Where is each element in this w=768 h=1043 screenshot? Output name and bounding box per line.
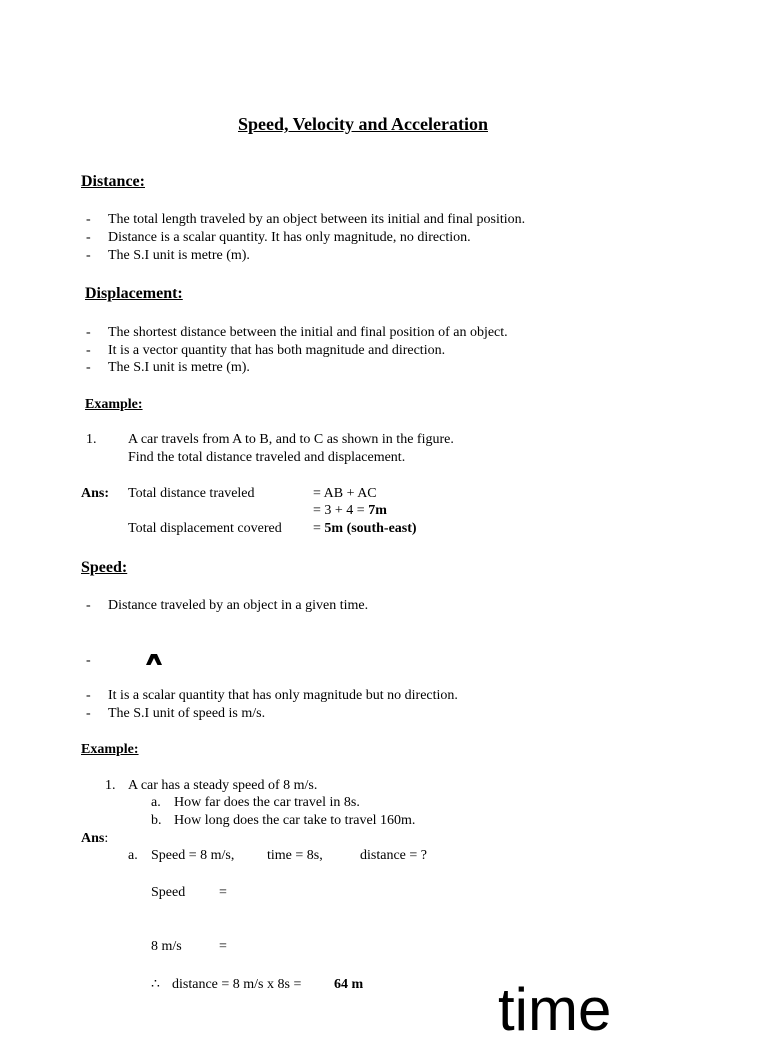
- example1-ans-label: Ans:: [81, 486, 110, 501]
- ans-colon: :: [104, 831, 109, 846]
- example2-question: A car has a steady speed of 8 m/s.: [128, 778, 318, 793]
- example1-row1-label: Total distance traveled: [128, 486, 255, 501]
- list-item: The S.I unit is metre (m).: [108, 248, 250, 263]
- example1-heading: Example:: [85, 397, 143, 412]
- distance-heading: Distance:: [81, 173, 145, 190]
- page-title: Speed, Velocity and Acceleration: [238, 114, 488, 134]
- example1-row3-label: Total displacement covered: [128, 521, 282, 536]
- speed-word: Speed: [151, 885, 186, 900]
- example1-row2-value: [313, 503, 387, 519]
- list-item: Distance is a scalar quantity. It has only magnitude, no direction.: [108, 230, 471, 245]
- ans-word: Ans: [81, 831, 105, 846]
- list-bullet: -: [86, 653, 91, 668]
- result-text: distance = 8 m/s x 8s =: [172, 977, 302, 992]
- row2-prefix: = 3 + 4 =: [313, 503, 369, 518]
- list-bullet: -: [86, 688, 91, 703]
- given-distance: distance = ?: [360, 848, 427, 863]
- list-bullet: -: [86, 248, 91, 263]
- therefore-symbol: ∴: [151, 977, 160, 992]
- displacement-heading: Displacement:: [85, 285, 183, 302]
- row3-prefix: =: [313, 521, 325, 536]
- list-item: Distance traveled by an object in a given time.: [108, 598, 369, 613]
- overflow-word: time: [498, 976, 612, 1043]
- sub-a-label: a.: [151, 795, 161, 810]
- speed-heading: Speed:: [81, 559, 128, 576]
- example2-number: 1.: [105, 778, 116, 793]
- list-item: The shortest distance between the initial and final position of an object.: [108, 325, 508, 340]
- equals-sign: =: [219, 885, 227, 900]
- formula-glyph-icon: [145, 653, 163, 666]
- speed-value: 8 m/s: [151, 939, 182, 954]
- result-value: 64 m: [334, 977, 364, 992]
- sub-a-text: How far does the car travel in 8s.: [174, 795, 360, 810]
- list-bullet: -: [86, 598, 91, 613]
- list-bullet: -: [86, 325, 91, 340]
- list-bullet: -: [86, 212, 91, 227]
- example1-row1-value: = AB + AC: [313, 486, 377, 501]
- sub-b-text: How long does the car take to travel 160m.: [174, 813, 416, 828]
- example1-number: 1.: [86, 432, 97, 447]
- list-item: The total length traveled by an object between its initial and final position.: [108, 212, 526, 227]
- given-time: time = 8s,: [267, 848, 323, 863]
- list-item: The S.I unit of speed is m/s.: [108, 706, 266, 721]
- list-item: It is a scalar quantity that has only magnitude but no direction.: [108, 688, 458, 703]
- formula-image: [145, 653, 163, 671]
- list-bullet: -: [86, 230, 91, 245]
- equals-sign: =: [219, 939, 227, 954]
- example2-heading: Example:: [81, 742, 139, 757]
- list-item: The S.I unit is metre (m).: [108, 360, 250, 375]
- example1-line1: A car travels from A to B, and to C as shown in the figure.: [128, 432, 454, 447]
- list-bullet: -: [86, 706, 91, 721]
- row3-bold: 5m (south-east): [324, 521, 417, 536]
- sub-b-label: b.: [151, 813, 162, 828]
- list-bullet: -: [86, 343, 91, 358]
- part-a-label: a.: [128, 848, 138, 863]
- example2-ans-label: [81, 831, 108, 847]
- list-item: It is a vector quantity that has both magnitude and direction.: [108, 343, 446, 358]
- example1-line2: Find the total distance traveled and displacement.: [128, 450, 406, 465]
- row2-bold: 7m: [368, 503, 387, 518]
- list-bullet: -: [86, 360, 91, 375]
- example1-row3-value: [313, 521, 417, 537]
- given-speed: Speed = 8 m/s,: [151, 848, 235, 863]
